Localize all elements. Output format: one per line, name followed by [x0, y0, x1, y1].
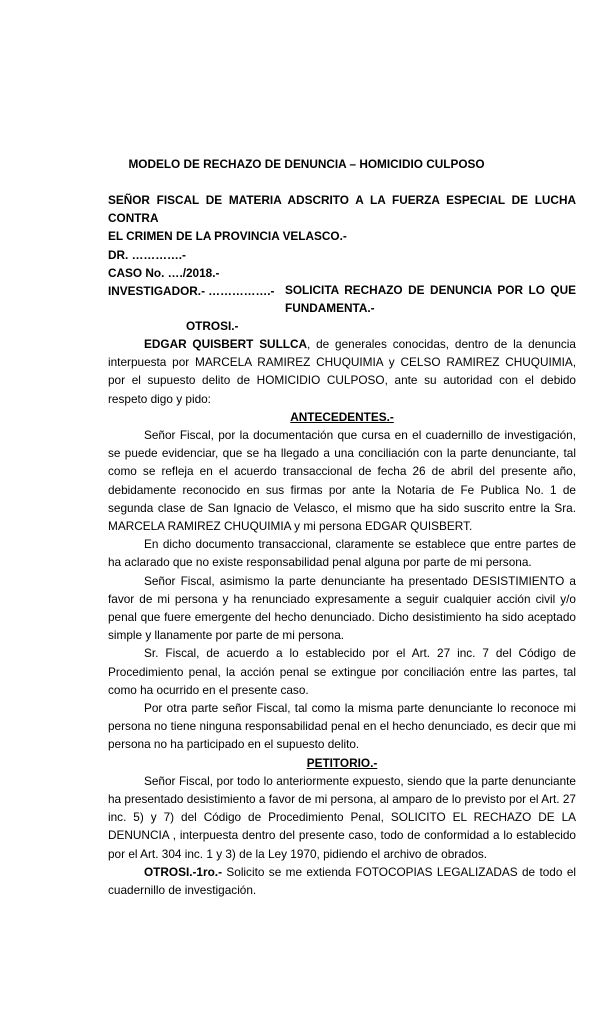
solicita-line-2: FUNDAMENTA.-	[285, 301, 375, 316]
antecedentes-heading: ANTECEDENTES.-	[290, 409, 394, 424]
addressee-line-1: SEÑOR FISCAL DE MATERIA ADSCRITO A LA FUERZA ESPECIAL DE LUCHA CONTRA	[108, 193, 576, 226]
dr-line: DR. ………….-	[108, 247, 186, 262]
petitorio-paragraph: Señor Fiscal, por todo lo anteriormente expuesto, siendo que la parte denunciante ha presentado desistimiento a favor de mi persona, al amparo de lo previsto por el Art. 27 inc. 5) y 7) del Código de Procedimiento Penal, SOLICITO EL RECHAZO DE LA DENUNCIA , interpuesta dentro del presente caso, todo de conformidad a lo establecido por el Art. 304 inc. 1 y 3) de la Ley 1970, pidiendo el archivo de obrados.	[108, 773, 576, 861]
body	[108, 335, 576, 899]
addressee-line-2: EL CRIMEN DE LA PROVINCIA VELASCO.-	[108, 229, 347, 244]
antecedentes-paragraph-1: Señor Fiscal, por la documentación que cursa en el cuadernillo de investigación, se puede evidenciar, que se ha llegado a una conciliación con la parte denunciante, tal como se refleja en el acuerdo transaccional de fecha 26 de abril del presente año, debidamente reconocido en sus firmas por ante la Notaria de Fe Publica No. 1 de segunda clase de San Ignacio de Velasco, el mismo que ha sido suscrito entre la Sra. MARCELA RAMIREZ CHUQUIMIA y mi persona EDGAR QUISBERT.	[108, 428, 576, 534]
petitorio-heading-line	[108, 754, 576, 772]
solicita-line-1: SOLICITA RECHAZO DE DENUNCIA POR LO QUE	[285, 283, 576, 297]
investigador-line: INVESTIGADOR.- …………….-	[108, 284, 275, 299]
otrosi-1ro-label: OTROSI.-1ro.-	[144, 864, 222, 879]
otrosi-heading: OTROSI.-	[186, 319, 239, 333]
antecedentes-paragraph-5: Por otra parte señor Fiscal, tal como la misma parte denunciante lo reconoce mi persona no tiene ninguna responsabilidad penal en el hecho denunciado, es decir que mi persona no ha participado en el supuesto delito.	[108, 701, 576, 752]
document-title: MODELO DE RECHAZO DE DENUNCIA – HOMICIDIO CULPOSO	[128, 157, 485, 171]
otrosi-1ro-text: Solicito se me extienda FOTOCOPIAS LEGALIZADAS de todo el cuadernillo de investigación.	[108, 864, 576, 898]
antecedentes-paragraph-2: En dicho documento transaccional, claramente se establece que entre partes de ha aclarado que no existe responsabilidad penal alguna por parte de mi persona.	[108, 537, 576, 570]
antecedentes-heading-line	[108, 408, 576, 426]
otrosi-1ro-paragraph	[108, 863, 576, 899]
intro-paragraph	[108, 335, 576, 408]
intro-text: , de generales conocidas, dentro de la denuncia interpuesta por MARCELA RAMIREZ CHUQUIMIA y CELSO RAMIREZ CHUQUIMIA, por el supuesto delito de HOMICIDIO CULPOSO, ante su autoridad con el debido respeto digo y pido:	[108, 337, 576, 406]
antecedentes-paragraph-3: Señor Fiscal, asimismo la parte denunciante ha presentado DESISTIMIENTO a favor de mi persona y ha renunciado expresamente a seguir cualquier acción civil y/o penal que fuere emergente del hecho denunciado. Dicho desistimiento ha sido aceptado simple y llanamente por parte de mi persona.	[108, 573, 576, 643]
caso-line: CASO No. …./2018.-	[108, 265, 220, 280]
petitioner-name: EDGAR QUISBERT SULLCA	[144, 337, 308, 351]
antecedentes-paragraph-4: Sr. Fiscal, de acuerdo a lo establecido por el Art. 27 inc. 7 del Código de Procedimiento penal, la acción penal se extingue por conciliación entre las partes, tal como ha ocurrido en el presente caso.	[108, 646, 576, 697]
solicita-block	[285, 281, 576, 317]
petitorio-heading: PETITORIO.-	[306, 755, 378, 770]
